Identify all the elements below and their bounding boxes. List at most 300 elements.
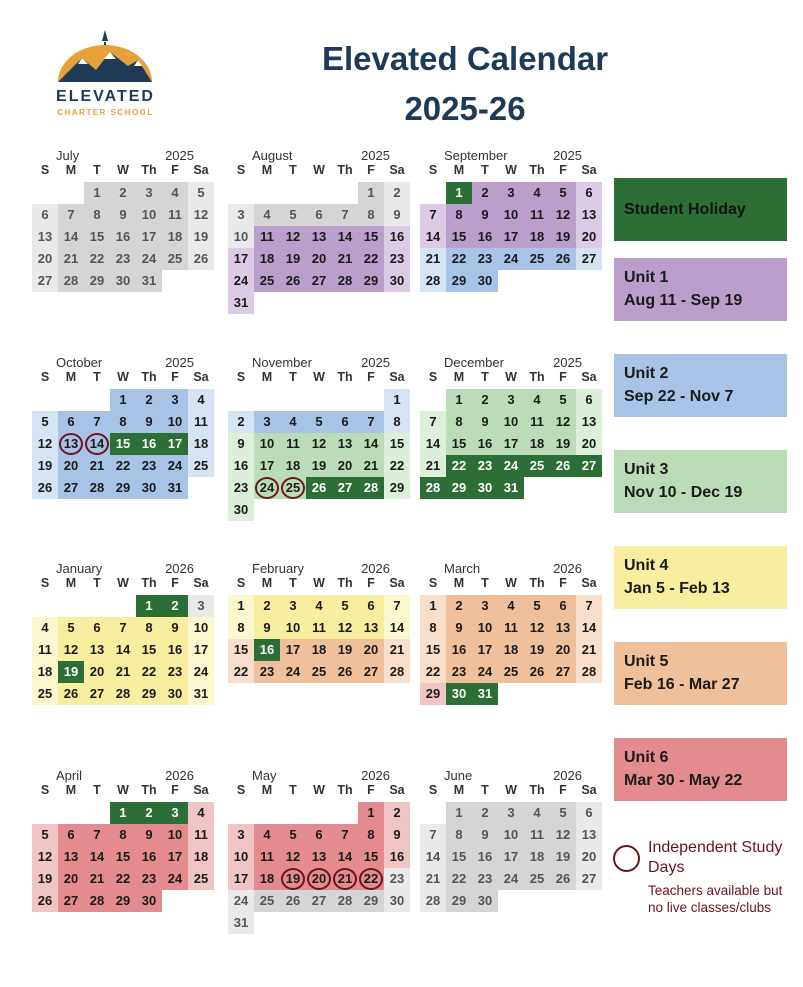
day-number: 22 — [451, 871, 467, 886]
day-number: 17 — [285, 642, 301, 657]
day-number: 4 — [533, 185, 541, 200]
calendar-day — [162, 477, 188, 499]
calendar-day — [32, 824, 58, 846]
calendar-day — [332, 661, 358, 683]
calendar-day — [498, 639, 524, 661]
calendar-day — [420, 455, 446, 477]
calendar-day — [446, 595, 472, 617]
weekday-label: F — [559, 783, 567, 797]
calendar-day — [162, 617, 188, 639]
calendar-day — [84, 617, 110, 639]
weekday-label: W — [117, 163, 129, 177]
calendar-day — [358, 477, 384, 499]
weekday-label: W — [117, 576, 129, 590]
independent-study-day: 24 — [255, 477, 279, 499]
weekday-label: T — [289, 783, 297, 797]
day-number: 6 — [315, 207, 323, 222]
calendar-day — [188, 204, 214, 226]
day-number: 28 — [337, 893, 353, 908]
day-number: 11 — [530, 207, 544, 222]
calendar-day — [110, 683, 136, 705]
calendar-day — [254, 248, 280, 270]
day-number: 31 — [141, 273, 157, 288]
calendar-day — [498, 824, 524, 846]
day-number: 29 — [451, 480, 467, 495]
day-number: 21 — [89, 458, 105, 473]
calendar-day — [84, 226, 110, 248]
calendar-day — [136, 455, 162, 477]
day-number: 22 — [425, 664, 441, 679]
calendar-day — [498, 595, 524, 617]
calendar-day — [524, 617, 550, 639]
calendar-day — [280, 248, 306, 270]
day-number: 10 — [503, 414, 519, 429]
legend-dates: Nov 10 - Dec 19 — [624, 484, 743, 501]
calendar-day — [280, 226, 306, 248]
day-number: 14 — [425, 229, 441, 244]
day-number: 3 — [289, 598, 297, 613]
calendar-day — [524, 802, 550, 824]
calendar-day — [472, 182, 498, 204]
weekday-label: T — [289, 163, 297, 177]
weekday-label: W — [505, 370, 517, 384]
day-number: 3 — [263, 414, 271, 429]
day-number: 30 — [477, 480, 493, 495]
day-number: 28 — [89, 893, 105, 908]
calendar-day — [524, 389, 550, 411]
calendar-day — [84, 455, 110, 477]
day-number: 21 — [363, 458, 379, 473]
calendar-day — [188, 455, 214, 477]
day-number: 19 — [285, 251, 301, 266]
day-number: 28 — [389, 664, 405, 679]
calendar-day — [472, 890, 498, 912]
day-number: 5 — [289, 207, 297, 222]
day-number: 8 — [367, 827, 375, 842]
calendar-day — [188, 433, 214, 455]
calendar-day — [228, 846, 254, 868]
day-number: 20 — [555, 642, 571, 657]
calendar-day — [550, 802, 576, 824]
month-name: October — [56, 355, 103, 370]
day-number: 23 — [115, 251, 131, 266]
day-number: 5 — [197, 185, 205, 200]
calendar-day — [84, 661, 110, 683]
calendar-day — [254, 868, 280, 890]
weekday-label: T — [93, 576, 101, 590]
day-number: 27 — [311, 273, 327, 288]
day-number: 4 — [263, 827, 271, 842]
day-number: 17 — [167, 436, 183, 451]
day-number: 15 — [141, 642, 157, 657]
calendar-day — [110, 433, 136, 455]
calendar-day — [188, 248, 214, 270]
calendar-day — [32, 204, 58, 226]
calendar-day — [420, 846, 446, 868]
month-name: September — [444, 148, 508, 163]
day-number: 8 — [119, 414, 127, 429]
calendar-day — [162, 248, 188, 270]
calendar-day — [576, 433, 602, 455]
mountain-logo-icon — [52, 28, 159, 86]
day-number: 30 — [451, 686, 467, 701]
calendar-day — [420, 595, 446, 617]
weekday-label: F — [367, 370, 375, 384]
school-name: ELEVATED — [56, 88, 155, 105]
day-number: 3 — [237, 827, 245, 842]
day-number: 10 — [477, 620, 493, 635]
calendar-day — [420, 683, 446, 705]
calendar-day — [136, 639, 162, 661]
legend-label: Student Holiday — [624, 201, 746, 218]
calendar-day — [332, 477, 358, 499]
day-number: 6 — [41, 207, 49, 222]
weekday-label: Th — [529, 163, 545, 177]
month-name: August — [252, 148, 293, 163]
day-number: 27 — [555, 664, 571, 679]
day-number: 7 — [585, 598, 593, 613]
calendar-day — [524, 824, 550, 846]
month-march — [420, 561, 606, 751]
calendar-day — [84, 868, 110, 890]
day-number: 7 — [341, 827, 349, 842]
calendar-day — [254, 824, 280, 846]
day-number: 24 — [233, 893, 249, 908]
calendar-day — [32, 270, 58, 292]
legend-label: Unit 5 — [624, 653, 669, 670]
day-number: 10 — [233, 229, 249, 244]
calendar-day — [384, 890, 410, 912]
calendar-day — [498, 204, 524, 226]
calendar-day — [228, 824, 254, 846]
calendar-day — [420, 477, 446, 499]
independent-study-note: Teachers available but no live classes/clubs — [648, 883, 783, 915]
calendar-day — [32, 455, 58, 477]
day-number: 15 — [115, 436, 131, 451]
calendar-day — [188, 824, 214, 846]
calendar-day — [306, 824, 332, 846]
calendar-day — [384, 226, 410, 248]
calendar-day — [358, 411, 384, 433]
calendar-day — [576, 182, 602, 204]
day-number: 12 — [337, 620, 353, 635]
calendar-day — [524, 182, 550, 204]
day-number: 8 — [429, 620, 437, 635]
calendar-day — [110, 868, 136, 890]
calendar-day — [550, 182, 576, 204]
calendar-day — [306, 890, 332, 912]
calendar-day — [420, 639, 446, 661]
day-number: 17 — [503, 849, 519, 864]
day-number: 10 — [141, 207, 157, 222]
day-number: 12 — [529, 620, 545, 635]
day-number: 12 — [555, 207, 571, 222]
day-number: 30 — [115, 273, 131, 288]
month-name: May — [252, 768, 277, 783]
day-number: 28 — [425, 273, 441, 288]
weekday-label: T — [481, 783, 489, 797]
calendar-day — [306, 661, 332, 683]
day-number: 26 — [555, 458, 571, 473]
calendar-day — [524, 661, 550, 683]
day-number: 7 — [93, 414, 101, 429]
weekday-label: M — [261, 163, 273, 177]
day-number: 5 — [533, 598, 541, 613]
day-number: 11 — [194, 414, 208, 429]
day-number: 26 — [311, 480, 327, 495]
day-number: 16 — [389, 849, 405, 864]
day-number: 2 — [237, 414, 245, 429]
day-number: 8 — [93, 207, 101, 222]
calendar-day — [446, 226, 472, 248]
calendar-day — [32, 617, 58, 639]
calendar-day — [58, 661, 84, 683]
calendar-day — [306, 868, 332, 890]
calendar-day — [110, 248, 136, 270]
day-number: 24 — [503, 458, 519, 473]
day-number: 17 — [503, 436, 519, 451]
calendar-day — [136, 182, 162, 204]
day-number: 12 — [555, 414, 571, 429]
day-number: 9 — [393, 207, 401, 222]
calendar-day — [280, 890, 306, 912]
weekday-label: Th — [141, 370, 157, 384]
calendar-day — [384, 639, 410, 661]
day-number: 24 — [477, 664, 493, 679]
calendar-day — [188, 595, 214, 617]
day-number: 22 — [363, 251, 379, 266]
day-number: 26 — [193, 251, 209, 266]
calendar-day — [446, 389, 472, 411]
calendar-day — [358, 204, 384, 226]
day-number: 20 — [337, 458, 353, 473]
legend-dates: Feb 16 - Mar 27 — [624, 676, 740, 693]
weekday-label: S — [428, 370, 438, 384]
calendar-day — [110, 204, 136, 226]
day-number: 1 — [367, 185, 375, 200]
calendar-day — [280, 411, 306, 433]
day-number: 4 — [533, 392, 541, 407]
day-number: 30 — [141, 893, 157, 908]
calendar-day — [550, 455, 576, 477]
calendar-day — [384, 270, 410, 292]
day-number: 9 — [145, 827, 153, 842]
calendar-day — [576, 204, 602, 226]
calendar-day — [188, 389, 214, 411]
day-number: 14 — [63, 229, 79, 244]
calendar-day — [550, 226, 576, 248]
day-number: 3 — [171, 805, 179, 820]
day-number: 1 — [367, 805, 375, 820]
day-number: 5 — [559, 392, 567, 407]
calendar-day — [384, 595, 410, 617]
day-number: 11 — [530, 827, 544, 842]
independent-study-day: 14 — [85, 433, 109, 455]
day-number: 13 — [311, 849, 327, 864]
calendar-day — [58, 846, 84, 868]
weekday-label: Th — [337, 370, 353, 384]
calendar-day — [384, 802, 410, 824]
day-number: 7 — [93, 827, 101, 842]
calendar-day — [332, 270, 358, 292]
day-number: 9 — [171, 620, 179, 635]
day-number: 18 — [529, 436, 545, 451]
day-number: 6 — [585, 805, 593, 820]
day-number: 13 — [63, 849, 79, 864]
day-number: 9 — [145, 414, 153, 429]
calendar-day — [472, 802, 498, 824]
weekday-label: F — [367, 163, 375, 177]
day-number: 16 — [141, 849, 157, 864]
weekday-label: S — [428, 576, 438, 590]
calendar-day — [550, 248, 576, 270]
calendar-day — [576, 617, 602, 639]
weekday-label: T — [481, 370, 489, 384]
day-number: 14 — [337, 849, 353, 864]
day-number: 1 — [237, 598, 245, 613]
calendar-day — [58, 477, 84, 499]
calendar-day — [84, 846, 110, 868]
calendar-day — [228, 595, 254, 617]
day-number: 20 — [89, 664, 105, 679]
weekday-label: Th — [529, 783, 545, 797]
calendar-day — [162, 226, 188, 248]
calendar-day — [58, 890, 84, 912]
calendar-day — [420, 824, 446, 846]
calendar-day — [228, 411, 254, 433]
day-number: 13 — [89, 642, 105, 657]
calendar-day — [136, 411, 162, 433]
weekday-label: M — [453, 783, 465, 797]
day-number: 17 — [477, 642, 493, 657]
day-number: 25 — [167, 251, 183, 266]
day-number: 12 — [555, 827, 571, 842]
legend-label: Unit 6 — [624, 749, 669, 766]
day-number: 23 — [389, 871, 405, 886]
month-year: 2026 — [553, 768, 582, 783]
calendar-day — [32, 868, 58, 890]
weekday-label: W — [313, 576, 325, 590]
calendar-day — [576, 639, 602, 661]
day-number: 1 — [93, 185, 101, 200]
calendar-day — [472, 639, 498, 661]
month-october — [32, 355, 218, 545]
day-number: 31 — [193, 686, 209, 701]
day-number: 20 — [363, 642, 379, 657]
day-number: 16 — [477, 436, 493, 451]
day-number: 1 — [455, 185, 463, 200]
calendar-day — [306, 226, 332, 248]
calendar-day — [254, 661, 280, 683]
day-number: 15 — [389, 436, 405, 451]
day-number: 23 — [259, 664, 275, 679]
legend-unit-2 — [614, 354, 787, 417]
calendar-day — [84, 248, 110, 270]
calendar-day — [498, 477, 524, 499]
calendar-day — [136, 433, 162, 455]
calendar-day — [136, 683, 162, 705]
day-number: 11 — [504, 620, 518, 635]
calendar-day — [136, 204, 162, 226]
month-year: 2025 — [553, 355, 582, 370]
day-number: 16 — [233, 458, 249, 473]
day-number: 24 — [503, 871, 519, 886]
day-number: 18 — [259, 251, 275, 266]
day-number: 4 — [171, 185, 179, 200]
calendar-day — [110, 270, 136, 292]
calendar-day — [110, 411, 136, 433]
weekday-label: S — [428, 783, 438, 797]
day-number: 1 — [455, 805, 463, 820]
legend-dates: Jan 5 - Feb 13 — [624, 580, 730, 597]
weekday-label: Th — [141, 576, 157, 590]
day-number: 5 — [41, 827, 49, 842]
calendar-day — [358, 617, 384, 639]
day-number: 19 — [337, 642, 353, 657]
day-number: 27 — [363, 664, 379, 679]
calendar-day — [472, 270, 498, 292]
calendar-day — [188, 846, 214, 868]
weekday-label: W — [117, 370, 129, 384]
weekday-label: Sa — [581, 783, 597, 797]
month-june — [420, 768, 606, 958]
day-number: 15 — [363, 849, 379, 864]
calendar-day — [498, 433, 524, 455]
day-number: 31 — [477, 686, 493, 701]
calendar-day — [384, 617, 410, 639]
calendar-day — [472, 204, 498, 226]
month-name: July — [56, 148, 80, 163]
calendar-day — [254, 617, 280, 639]
calendar-day — [58, 270, 84, 292]
calendar-day — [420, 226, 446, 248]
page-title — [300, 34, 630, 134]
month-name: November — [252, 355, 312, 370]
day-number: 29 — [389, 480, 405, 495]
day-number: 4 — [315, 598, 323, 613]
calendar-day — [280, 661, 306, 683]
calendar-day — [32, 846, 58, 868]
day-number: 12 — [311, 436, 327, 451]
calendar-day — [32, 248, 58, 270]
weekday-label: Sa — [389, 163, 405, 177]
calendar-day — [498, 617, 524, 639]
calendar-day — [358, 802, 384, 824]
day-number: 10 — [193, 620, 209, 635]
month-august — [228, 148, 414, 338]
day-number: 20 — [63, 458, 79, 473]
weekday-label: W — [505, 576, 517, 590]
day-number: 27 — [311, 893, 327, 908]
day-number: 11 — [530, 414, 544, 429]
day-number: 2 — [171, 598, 179, 613]
calendar-day — [58, 204, 84, 226]
day-number: 31 — [167, 480, 183, 495]
calendar-day — [136, 824, 162, 846]
day-number: 23 — [477, 871, 493, 886]
calendar-day — [254, 890, 280, 912]
calendar-day — [524, 455, 550, 477]
independent-study-day: 19 — [281, 868, 305, 890]
calendar-day — [472, 683, 498, 705]
calendar-day — [228, 912, 254, 934]
calendar-day — [332, 204, 358, 226]
calendar-day — [280, 270, 306, 292]
calendar-day — [446, 411, 472, 433]
day-number: 10 — [503, 827, 519, 842]
calendar-day — [254, 639, 280, 661]
weekday-label: S — [428, 163, 438, 177]
